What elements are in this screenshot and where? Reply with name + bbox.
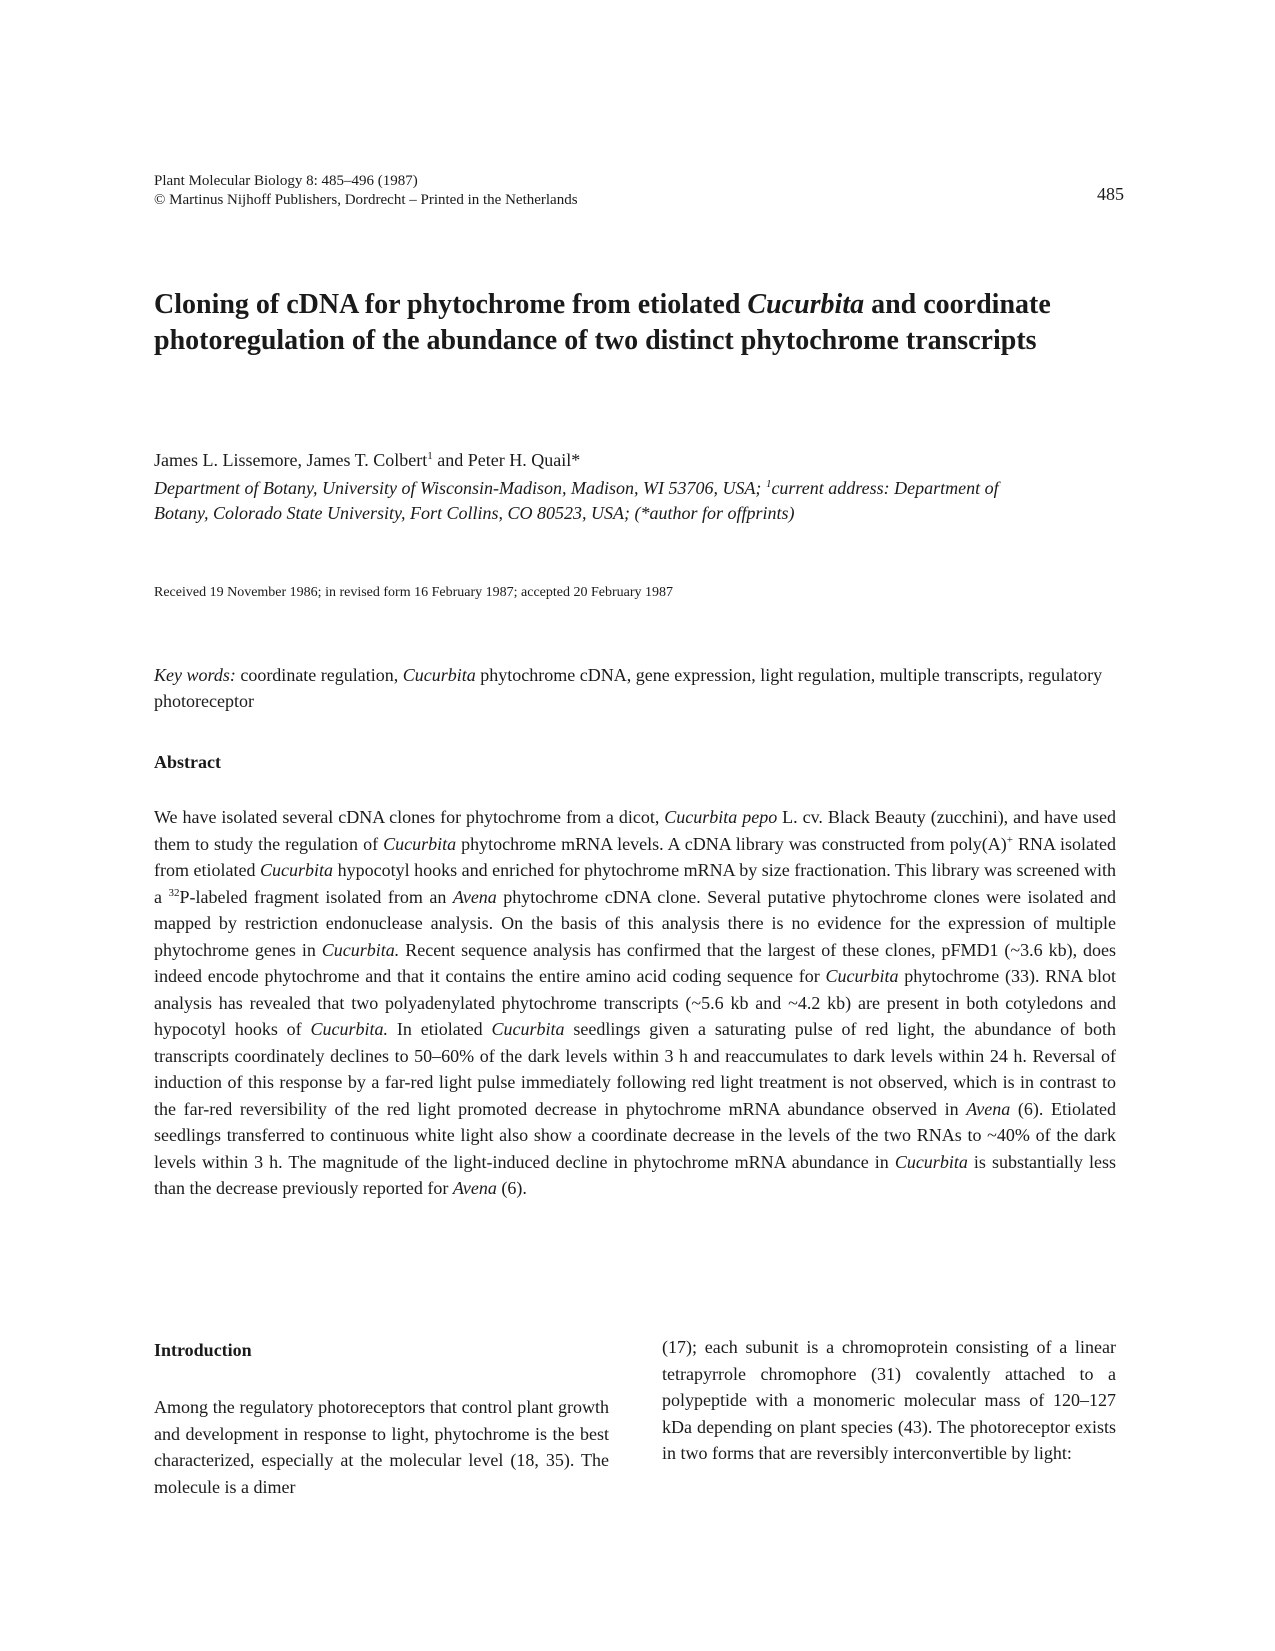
authors — [154, 448, 1114, 472]
superscript: + — [1006, 833, 1013, 846]
affiliation-marker: 1 — [427, 450, 433, 462]
abstract-text: L. cv. Black Beauty (zucchini), and have used them to study the regulation of — [154, 807, 1116, 854]
species-name: Avena — [452, 886, 497, 907]
abstract-text: P-labeled fragment isolated from an — [179, 886, 453, 907]
affiliation — [154, 476, 1054, 526]
abstract-text: RNA isolated from etiolated — [154, 833, 1116, 880]
species-name: Cucurbita — [260, 860, 334, 880]
affiliation-text: Department of Botany, University of Wisconsin-Madison, Madison, WI 53706, USA; — [154, 478, 766, 498]
introduction-column-right: (17); each subunit is a chromoprotein consisting of a linear tetrapyrrole chromophore (31) covalently attached to a polypeptide with a monomeric molecular mass of 120–127 kDa depending on plant species (43). The photoreceptor exists in two forms that are reversibly interconvertible by light: — [662, 1337, 1116, 1463]
author-names: and Peter H. Quail* — [432, 450, 581, 470]
species-name: Cucurbita — [894, 1151, 968, 1172]
abstract-text: seedlings given a saturating pulse of red light, the abundance of both transcripts coordinately declines to 50–60% of the dark levels within 3 h and reaccumulates to dark levels within 24 h. Reversal of induction of this response by a far-red light pulse immediately following red light treatment is not observed, which is in contrast to the far-red reversibility of the red light promoted decrease in phytochrome mRNA abundance observed in — [154, 1019, 1116, 1119]
abstract-heading: Abstract — [154, 752, 221, 772]
species-name: Avena — [452, 1178, 497, 1198]
abstract-body — [154, 804, 1116, 1202]
received-dates: Received 19 November 1986; in revised form 16 February 1987; accepted 20 February 1987 — [154, 585, 674, 600]
keywords-text: phytochrome cDNA, gene expression, light regulation, multiple transcripts, regulatory photoreceptor — [154, 665, 1103, 711]
title-italic: Cucurbita — [747, 289, 865, 320]
abstract-text: We have isolated several cDNA clones for phytochrome from a dicot, — [154, 807, 665, 827]
abstract-text: phytochrome mRNA levels. A cDNA library was constructed from poly(A) — [456, 833, 1007, 854]
abstract-text: phytochrome (33). RNA blot analysis has revealed that two polyadenylated phytochrome transcripts (~5.6 kb and ~4.2 kb) are present in both cotyledons and hypocotyl hooks of — [154, 966, 1116, 1039]
superscript: 32 — [168, 886, 180, 899]
affiliation-marker: 1 — [765, 478, 772, 490]
keywords-text: coordinate regulation, — [235, 665, 403, 685]
author-names: James L. Lissemore, James T. Colbert — [154, 450, 428, 470]
species-name: Avena — [966, 1098, 1011, 1119]
page-number: 485 — [1097, 184, 1124, 204]
abstract-text: Recent sequence analysis has confirmed that the largest of these clones, pFMD1 (~3.6 kb), does indeed encode phytochrome and that it contains the entire amino acid coding sequence for — [154, 939, 1116, 986]
abstract-text: (6). Etiolated seedlings transferred to continuous white light also show a coordinate decrease in the levels of the two RNAs to ~40% of the dark levels within 3 h. The magnitude of the light-induced decline in phytochrome mRNA abundance in — [154, 1098, 1116, 1172]
keywords-label: Key words: — [154, 665, 236, 685]
abstract-text: is substantially less than the decrease previously reported for — [154, 1151, 1116, 1198]
introduction-heading: Introduction — [154, 1340, 252, 1360]
species-name: Cucurbita — [383, 833, 457, 854]
title-part: Cloning of cDNA for phytochrome from etiolated — [154, 289, 748, 320]
journal-citation: Plant Molecular Biology 8: 485–496 (1987) — [154, 173, 418, 189]
abstract-text: (6). — [496, 1178, 527, 1198]
species-name: Cucurbita pepo — [664, 807, 778, 827]
affiliation-text: current address: Department of Botany, Colorado State University, Fort Collins, CO 80523, USA; (*author for offprints) — [154, 478, 999, 523]
keywords-italic: Cucurbita — [402, 665, 476, 685]
abstract-text: In etiolated — [388, 1019, 492, 1039]
keywords — [154, 662, 1116, 714]
journal-header — [154, 172, 854, 210]
species-name: Cucurbita — [825, 966, 899, 986]
publisher-line: © Martinus Nijhoff Publishers, Dordrecht – Printed in the Netherlands — [154, 192, 578, 208]
species-name: Cucurbita. — [310, 1019, 389, 1039]
abstract-text: hypocotyl hooks and enriched for phytochrome mRNA by size fractionation. This library was screened with a — [154, 860, 1116, 907]
species-name: Cucurbita. — [321, 939, 400, 960]
introduction-column-left: Among the regulatory photoreceptors that control plant growth and development in response to light, phytochrome is the best characterized, especially at the molecular level (18, 35). The molecule is a dimer — [154, 1397, 609, 1497]
title-part: and coordinate photoregulation of the abundance of two distinct phytochrome transcripts — [154, 289, 1051, 356]
species-name: Cucurbita — [491, 1019, 565, 1039]
abstract-text: phytochrome cDNA clone. Several putative phytochrome clones were isolated and mapped by restriction endonuclease analysis. On the basis of this analysis there is no evidence for the expression of multiple phytochrome genes in — [154, 886, 1116, 960]
paper-title — [154, 287, 1124, 359]
